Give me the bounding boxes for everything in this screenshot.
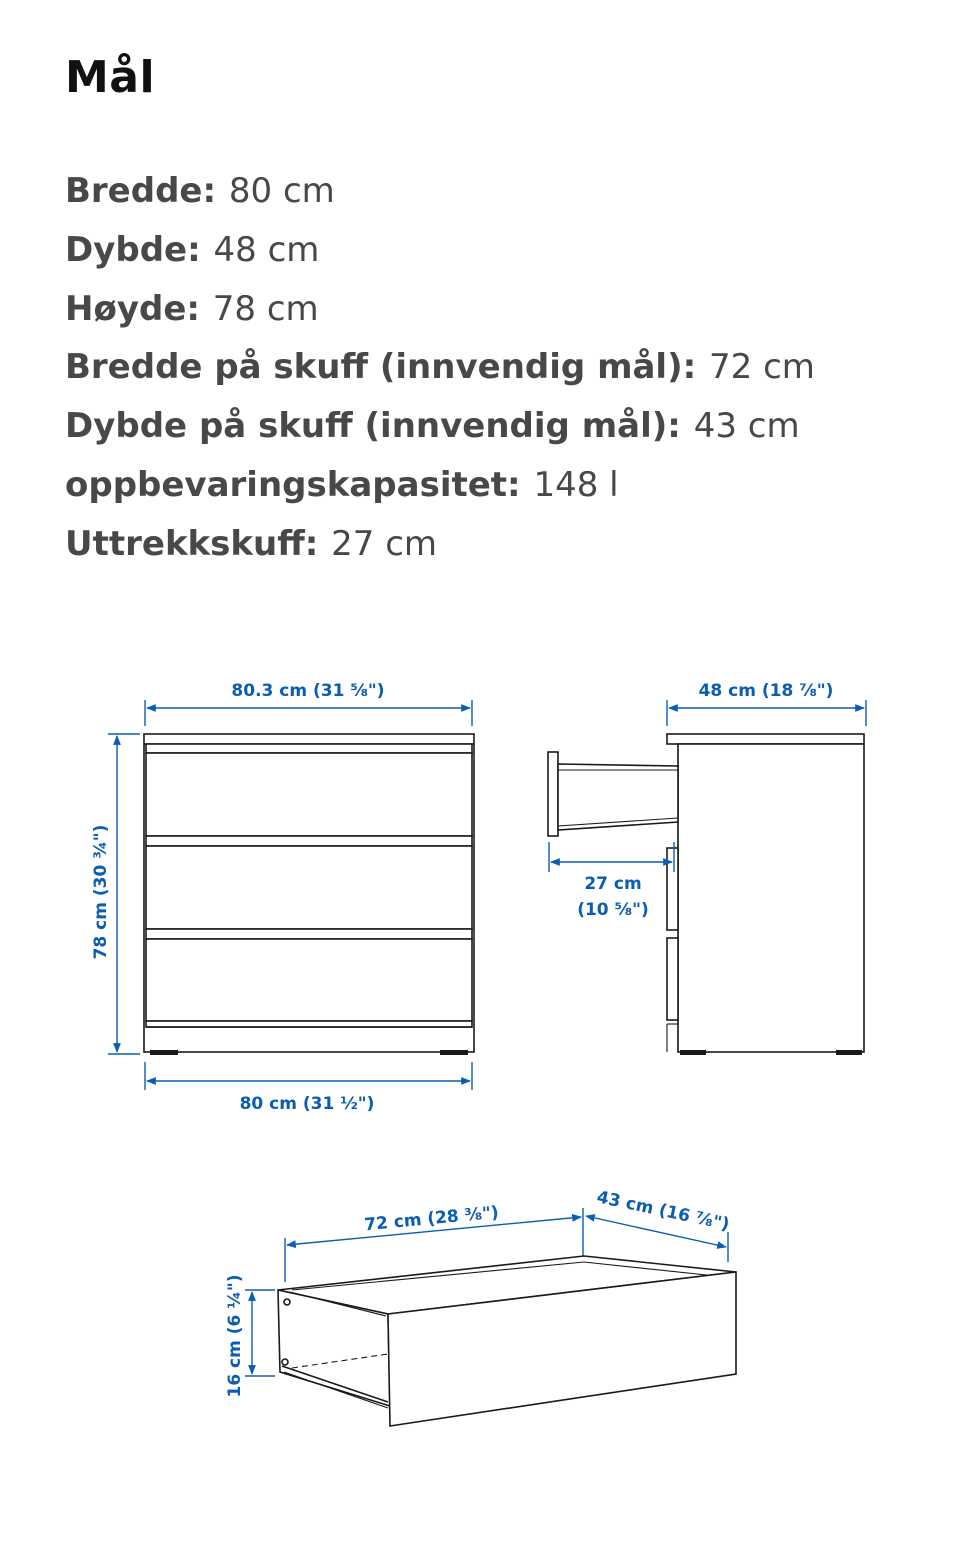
- cabinet-foot: [680, 1050, 706, 1055]
- cabinet-foot: [836, 1050, 862, 1055]
- spec-label: Bredde på skuff (innvendig mål):: [65, 347, 697, 388]
- drawer-front-side: [667, 938, 678, 1020]
- spec-value: 48 cm: [213, 229, 320, 270]
- drawer-gap: [146, 1021, 472, 1027]
- dim-label-extension-cm: 27 cm: [584, 874, 642, 894]
- dim-label-drawer-width: 72 cm (28 ⅜"): [363, 1202, 500, 1236]
- dim-label-extension-in: (10 ⅝"): [577, 900, 649, 920]
- spec-value: 27 cm: [331, 523, 438, 564]
- dim-label-height: 78 cm (30 ¾"): [91, 824, 111, 960]
- open-drawer-box: [558, 764, 678, 830]
- spec-value: 72 cm: [709, 347, 815, 388]
- drawer-view-drawing: [225, 1187, 736, 1426]
- cabinet-top-board: [667, 734, 864, 744]
- dim-label-depth: 48 cm (18 ⅞"): [698, 681, 834, 701]
- spec-label: Bredde:: [65, 171, 217, 211]
- drawer-gap: [146, 836, 472, 846]
- dim-label-top-width: 80.3 cm (31 ⅝"): [231, 681, 385, 701]
- page-title: Mål: [65, 52, 156, 103]
- drawer-screw: [284, 1299, 290, 1305]
- spec-value: 78 cm: [212, 288, 319, 329]
- drawer-front: [146, 753, 472, 836]
- chest-top-rail: [146, 744, 472, 753]
- spec-value: 80 cm: [228, 171, 335, 211]
- dim-label-base-width: 80 cm (31 ½"): [239, 1094, 375, 1114]
- side-view-drawing: [548, 681, 866, 1055]
- chest-foot: [150, 1050, 178, 1055]
- spec-label: Uttrekkskuff:: [65, 523, 319, 564]
- dim-label-drawer-depth: 43 cm (16 ⅞"): [595, 1187, 732, 1235]
- spec-label: Dybde:: [65, 229, 201, 270]
- drawer-screw: [282, 1359, 288, 1365]
- drawer-gap: [146, 929, 472, 939]
- spec-label: Dybde på skuff (innvendig mål):: [65, 406, 681, 447]
- chest-foot: [440, 1050, 468, 1055]
- spec-label: oppbevaringskapasitet:: [65, 464, 521, 505]
- drawer-front-side: [667, 848, 678, 930]
- open-drawer-front: [548, 752, 558, 836]
- spec-value: 148 l: [533, 464, 619, 505]
- drawer-front: [146, 939, 472, 1021]
- spec-value: 43 cm: [693, 406, 800, 447]
- cabinet-side-panel: [678, 744, 864, 1052]
- dim-label-drawer-height: 16 cm (6 ¼"): [225, 1274, 245, 1398]
- drawer-front: [146, 846, 472, 929]
- spec-label: Høyde:: [65, 288, 200, 329]
- front-view-drawing: [91, 681, 474, 1114]
